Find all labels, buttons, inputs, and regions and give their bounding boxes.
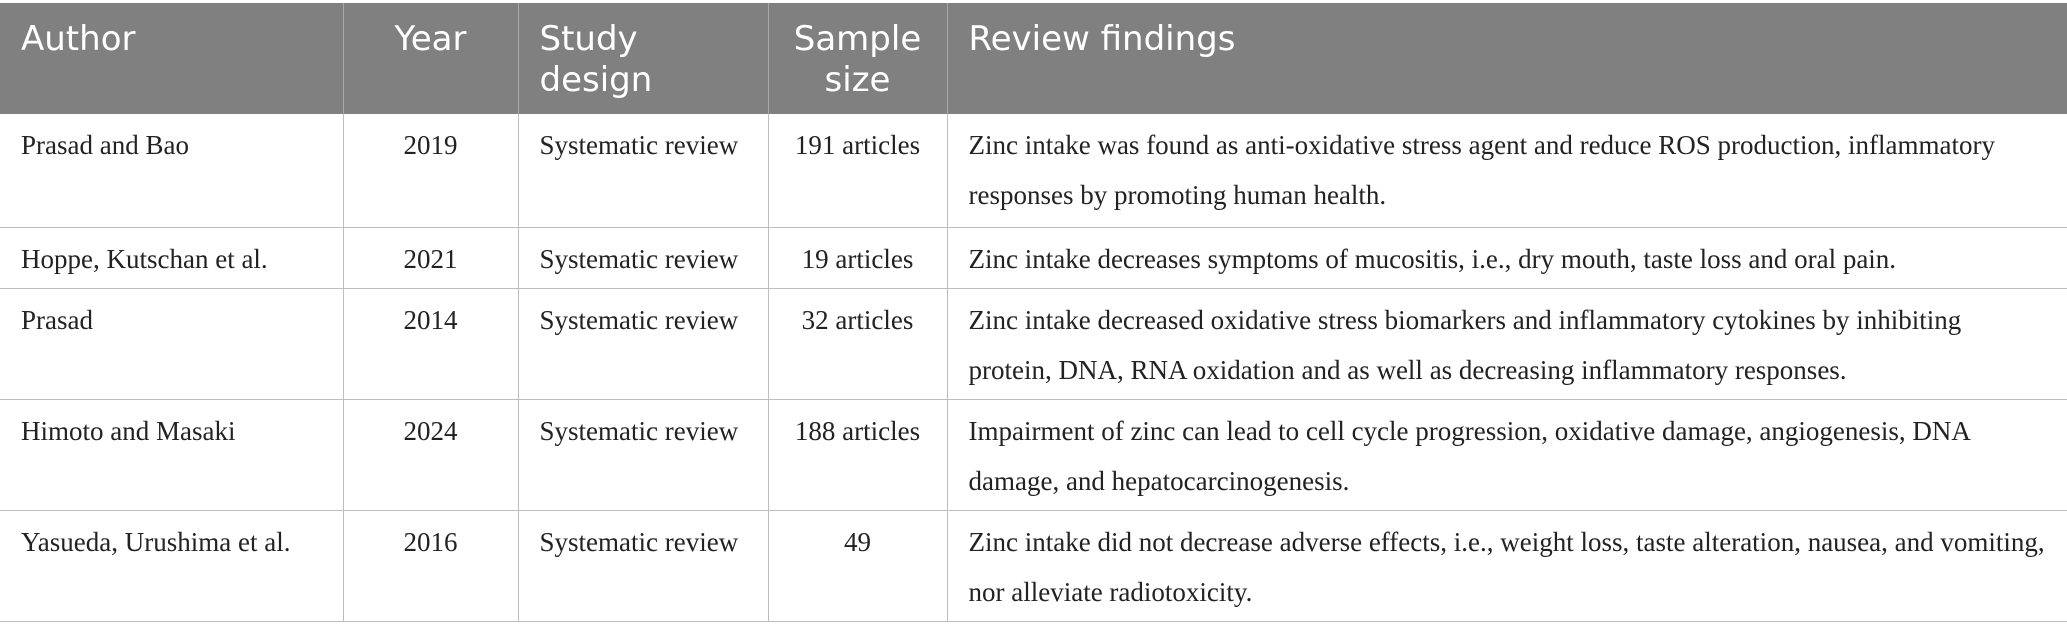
cell-sample-size: 49 bbox=[768, 510, 947, 621]
header-row bbox=[0, 3, 2067, 114]
cell-review-findings: Zinc intake decreases symptoms of mucositis, i.e., dry mouth, taste loss and oral pain. bbox=[947, 227, 2067, 288]
header-author: Author bbox=[0, 3, 343, 114]
cell-sample-size: 191 articles bbox=[768, 114, 947, 227]
cell-year: 2014 bbox=[343, 288, 518, 399]
table-row bbox=[0, 288, 2067, 399]
table-row bbox=[0, 227, 2067, 288]
cell-sample-size: 32 articles bbox=[768, 288, 947, 399]
cell-author: Himoto and Masaki bbox=[0, 399, 343, 510]
cell-author: Prasad bbox=[0, 288, 343, 399]
review-table bbox=[0, 3, 2067, 622]
cell-study-design: Systematic review bbox=[518, 510, 768, 621]
cell-year: 2024 bbox=[343, 399, 518, 510]
header-study-design bbox=[518, 3, 768, 114]
cell-year: 2016 bbox=[343, 510, 518, 621]
header-sample-size-line1: Sample bbox=[793, 19, 922, 59]
review-table-container bbox=[0, 3, 2067, 622]
header-year: Year bbox=[343, 3, 518, 114]
cell-review-findings: Zinc intake decreased oxidative stress biomarkers and inflammatory cytokines by inhibiting protein, DNA, RNA oxidation and as well as decreasing inflammatory responses. bbox=[947, 288, 2067, 399]
cell-review-findings: Zinc intake was found as anti-oxidative stress agent and reduce ROS production, inflammatory responses by promoting human health. bbox=[947, 114, 2067, 227]
cell-year: 2021 bbox=[343, 227, 518, 288]
table-row bbox=[0, 399, 2067, 510]
header-sample-size bbox=[768, 3, 947, 114]
cell-study-design: Systematic review bbox=[518, 399, 768, 510]
table-row bbox=[0, 510, 2067, 621]
header-study-design-line1: Study bbox=[539, 19, 638, 59]
cell-sample-size: 19 articles bbox=[768, 227, 947, 288]
cell-author: Hoppe, Kutschan et al. bbox=[0, 227, 343, 288]
table-header bbox=[0, 3, 2067, 114]
cell-study-design: Systematic review bbox=[518, 227, 768, 288]
header-sample-size-line2: size bbox=[824, 60, 891, 100]
cell-review-findings: Impairment of zinc can lead to cell cycle progression, oxidative damage, angiogenesis, DNA damage, and hepatocarcinogenesis. bbox=[947, 399, 2067, 510]
table-row bbox=[0, 114, 2067, 227]
cell-review-findings: Zinc intake did not decrease adverse effects, i.e., weight loss, taste alteration, nausea, and vomiting, nor alleviate radiotoxicity. bbox=[947, 510, 2067, 621]
cell-sample-size: 188 articles bbox=[768, 399, 947, 510]
cell-year: 2019 bbox=[343, 114, 518, 227]
cell-author: Prasad and Bao bbox=[0, 114, 343, 227]
table-body bbox=[0, 114, 2067, 621]
cell-study-design: Systematic review bbox=[518, 114, 768, 227]
cell-author: Yasueda, Urushima et al. bbox=[0, 510, 343, 621]
cell-study-design: Systematic review bbox=[518, 288, 768, 399]
header-review-findings: Review findings bbox=[947, 3, 2067, 114]
header-study-design-line2: design bbox=[539, 60, 653, 100]
